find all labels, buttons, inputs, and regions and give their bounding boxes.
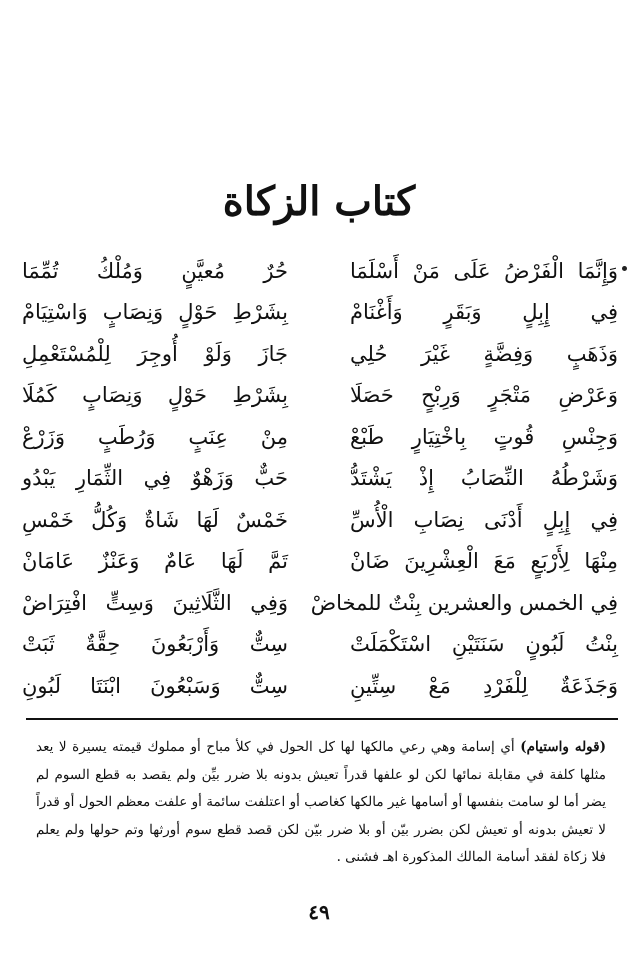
verse-second-hemistich: وَفِي الثَّلَاثِينَ وَسِتٍّ افْتِرَاضْ [22, 590, 288, 615]
margin-mark [622, 266, 627, 271]
verse-line [22, 292, 618, 334]
verse-first-hemistich: فِي إِبِلٍ أَدْنَى نِصَابِ الْأُسِّ [350, 507, 618, 532]
verse-second-hemistich: بِشَرْطِ حَوْلٍ وَنِصَابٍ كَمُلَا [22, 383, 288, 408]
verse-second-hemistich: خَمْسٌ لَهَا شَاةٌ وَكُلُّ خَمْسِ [22, 507, 288, 532]
poem-verses [22, 250, 618, 707]
verse-first-hemistich: وَشَرْطُهُ النِّصَابُ إِذْ يَشْتَدُّ [350, 466, 618, 491]
verse-line [22, 541, 618, 583]
verse-line [22, 458, 618, 500]
verse-first-hemistich: بِنْتُ لَبُونٍ سَنَتَيْنِ اسْتَكْمَلَتْ [350, 632, 618, 657]
footnote [36, 734, 606, 872]
verse-first-hemistich: فِي الخمس والعشرين بِنْتٌ للمخاضْ [310, 590, 618, 615]
verse-line [22, 665, 618, 707]
verse-line [22, 250, 618, 292]
verse-line [22, 624, 618, 666]
footnote-divider [26, 718, 618, 720]
verse-second-hemistich: سِتٌّ وَأَرْبَعُونَ حِقَّةٌ ثَبَتْ [22, 632, 288, 657]
page-number: ٤٩ [308, 900, 330, 924]
footnote-lead: (قوله واستيام) [520, 739, 606, 755]
chapter-title: كتاب الزكاة [222, 178, 416, 225]
verse-first-hemistich: وَإِنَّمَا الْفَرْضُ عَلَى مَنْ أَسْلَمَا [350, 258, 618, 283]
verse-first-hemistich: وَذَهَبٍ وَفِضَّةٍ غَيْرَ حُلِي [350, 341, 618, 366]
verse-second-hemistich: حُرٌ مُعيَّنٍ وَمُلْكُ تُمِّمَا [22, 258, 288, 283]
verse-second-hemistich: بِشَرْطِ حَوْلٍ وَنِصَابٍ وَاسْتِيَامْ [22, 300, 288, 325]
verse-second-hemistich: مِنْ عِنَبٍ وَرُطَبٍ وَزَرْعْ [22, 424, 288, 449]
verse-first-hemistich: وَعَرْضِ مَتْجَرٍ وَرِبْحٍ حَصَلَا [350, 383, 618, 408]
verse-second-hemistich: سِتٌّ وَسَبْعُونَ ابْنَتَا لَبُونِ [22, 673, 288, 698]
footnote-text: أي إسامة وهي رعي مالكها لها كل الحول في كلأ مباح أو مملوك قيمته يسيرة لا يعد مثلها كلفة في مقابلة نمائها لكن لو علفها قدراً تعيش بدونه بلا ضرر بيِّن ولم يقصد به قطع السوم لم يضر أما لو سامت بنفسها أو أسامها غير مالكها كغاصب أو اعتلفت سائمة أو علفت معظم الحول أو قدراً لا تعيش بدونه أو تعيش لكن بضرر بيّن أو بلا ضرر بيّن لكن قصد قطع سوم أورثها وتم حولها ولم يعلم فلا زكاة لفقد أسامة المالك المذكورة اهـ فشنى . [36, 739, 606, 865]
verse-first-hemistich: وَجَذَعَةٌ لِلْفَرْدِ مَعْ سِتِّينِ [350, 673, 618, 698]
verse-second-hemistich: جَازَ وَلَوْ أُوجِرَ لِلْمُسْتَعْمِلِ [22, 341, 288, 366]
verse-line [22, 582, 618, 624]
verse-line [22, 416, 618, 458]
verse-line [22, 333, 618, 375]
verse-first-hemistich: فِي إِبِلٍ وَبَقَرٍ وَأَغْنَامْ [350, 300, 618, 325]
verse-second-hemistich: حَبٌّ وَزَهْوٌ فِي الثِّمَارِ يَبْدُو [22, 466, 288, 491]
verse-first-hemistich: مِنْهَا لِأَرْبَعٍ مَعَ الْعِشْرِينَ ضَانْ [350, 549, 618, 574]
verse-second-hemistich: تَمَّ لَهَا عَامٌ وَعَنْزٌ عَامَانْ [22, 549, 288, 574]
verse-first-hemistich: وَجِنْسِ قُوتٍ بِاخْتِيَارٍ طَبْعْ [350, 424, 618, 449]
verse-line [22, 375, 618, 417]
verse-line [22, 499, 618, 541]
